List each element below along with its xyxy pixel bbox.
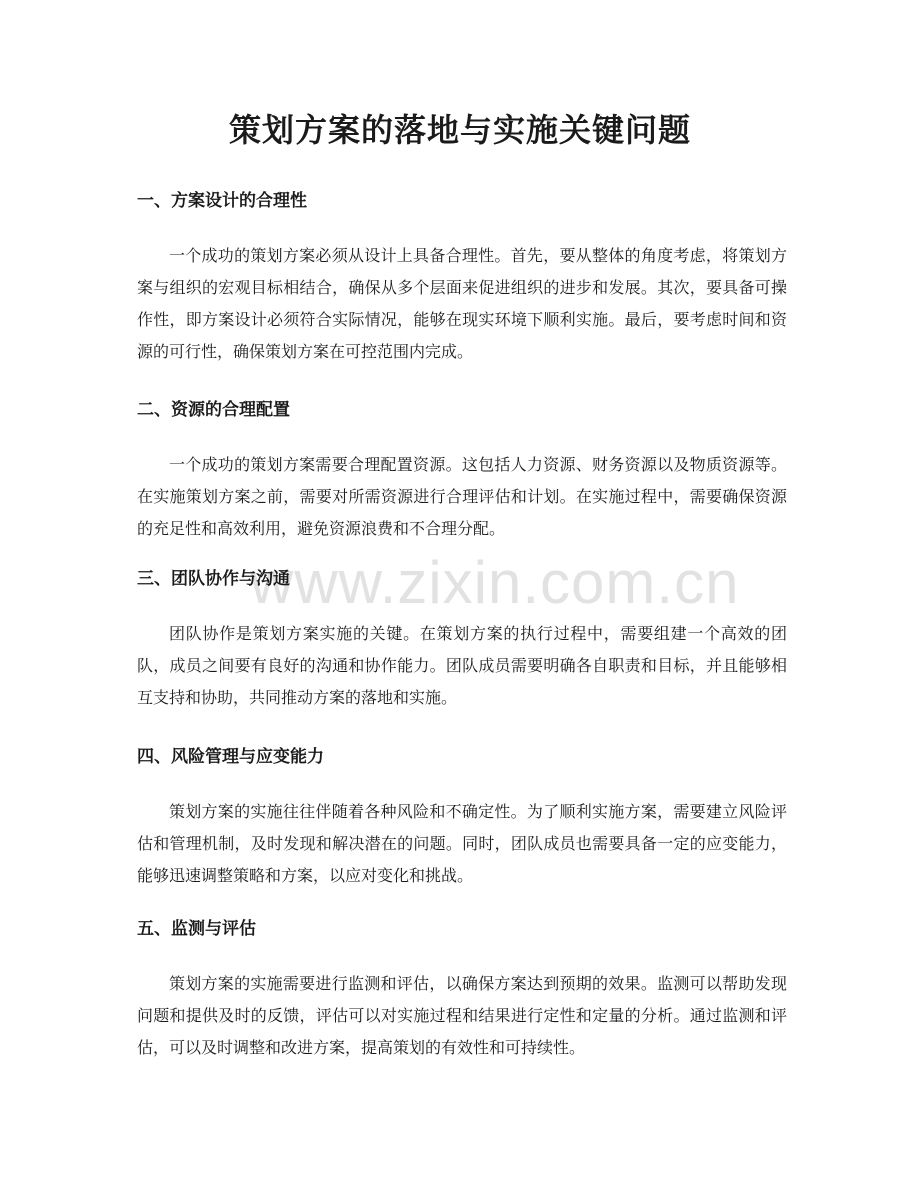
section-paragraph: 团队协作是策划方案实施的关键。在策划方案的执行过程中，需要组建一个高效的团队，成员之间要有良好的沟通和协作能力。团队成员需要明确各自职责和目标，并且能够相互支持和协助，共同推动方案的落地和实施。 <box>137 624 787 707</box>
section-heading: 一、方案设计的合理性 <box>137 191 307 211</box>
section-paragraph: 策划方案的实施往往伴随着各种风险和不确定性。为了顺利实施方案，需要建立风险评估和管理机制，及时发现和解决潜在的问题。同时，团队成员也需要具备一定的应变能力，能够迅速调整策略和方案，以应对变化和挑战。 <box>137 802 787 885</box>
section-heading: 五、监测与评估 <box>137 919 256 939</box>
section-heading: 二、资源的合理配置 <box>137 400 290 420</box>
section-design-rationality <box>137 189 787 368</box>
section-paragraph: 一个成功的策划方案需要合理配置资源。这包括人力资源、财务资源以及物质资源等。在实施策划方案之前，需要对所需资源进行合理评估和计划。在实施过程中，需要确保资源的充足性和高效利用，避免资源浪费和不合理分配。 <box>137 455 787 538</box>
section-heading: 三、团队协作与沟通 <box>137 569 290 589</box>
section-paragraph: 策划方案的实施需要进行监测和评估，以确保方案达到预期的效果。监测可以帮助发现问题和提供及时的反馈，评估可以对实施过程和结果进行定性和定量的分析。通过监测和评估，可以及时调整和改进方案，提高策划的有效性和可持续性。 <box>137 974 787 1057</box>
section-risk-management <box>137 745 787 892</box>
section-team-collaboration <box>137 567 787 714</box>
section-monitoring-evaluation <box>137 917 787 1064</box>
section-paragraph: 一个成功的策划方案必须从设计上具备合理性。首先，要从整体的角度考虑，将策划方案与组织的宏观目标相结合，确保从多个层面来促进组织的进步和发展。其次，要具备可操作性，即方案设计必须符合实际情况，能够在现实环境下顺利实施。最后，要考虑时间和资源的可行性，确保策划方案在可控范围内完成。 <box>137 246 787 361</box>
section-heading: 四、风险管理与应变能力 <box>137 747 324 767</box>
document-title: 策划方案的落地与实施关键问题 <box>228 111 691 149</box>
watermark: www.zixin.com.cn <box>250 549 740 616</box>
section-resource-allocation <box>137 398 787 545</box>
